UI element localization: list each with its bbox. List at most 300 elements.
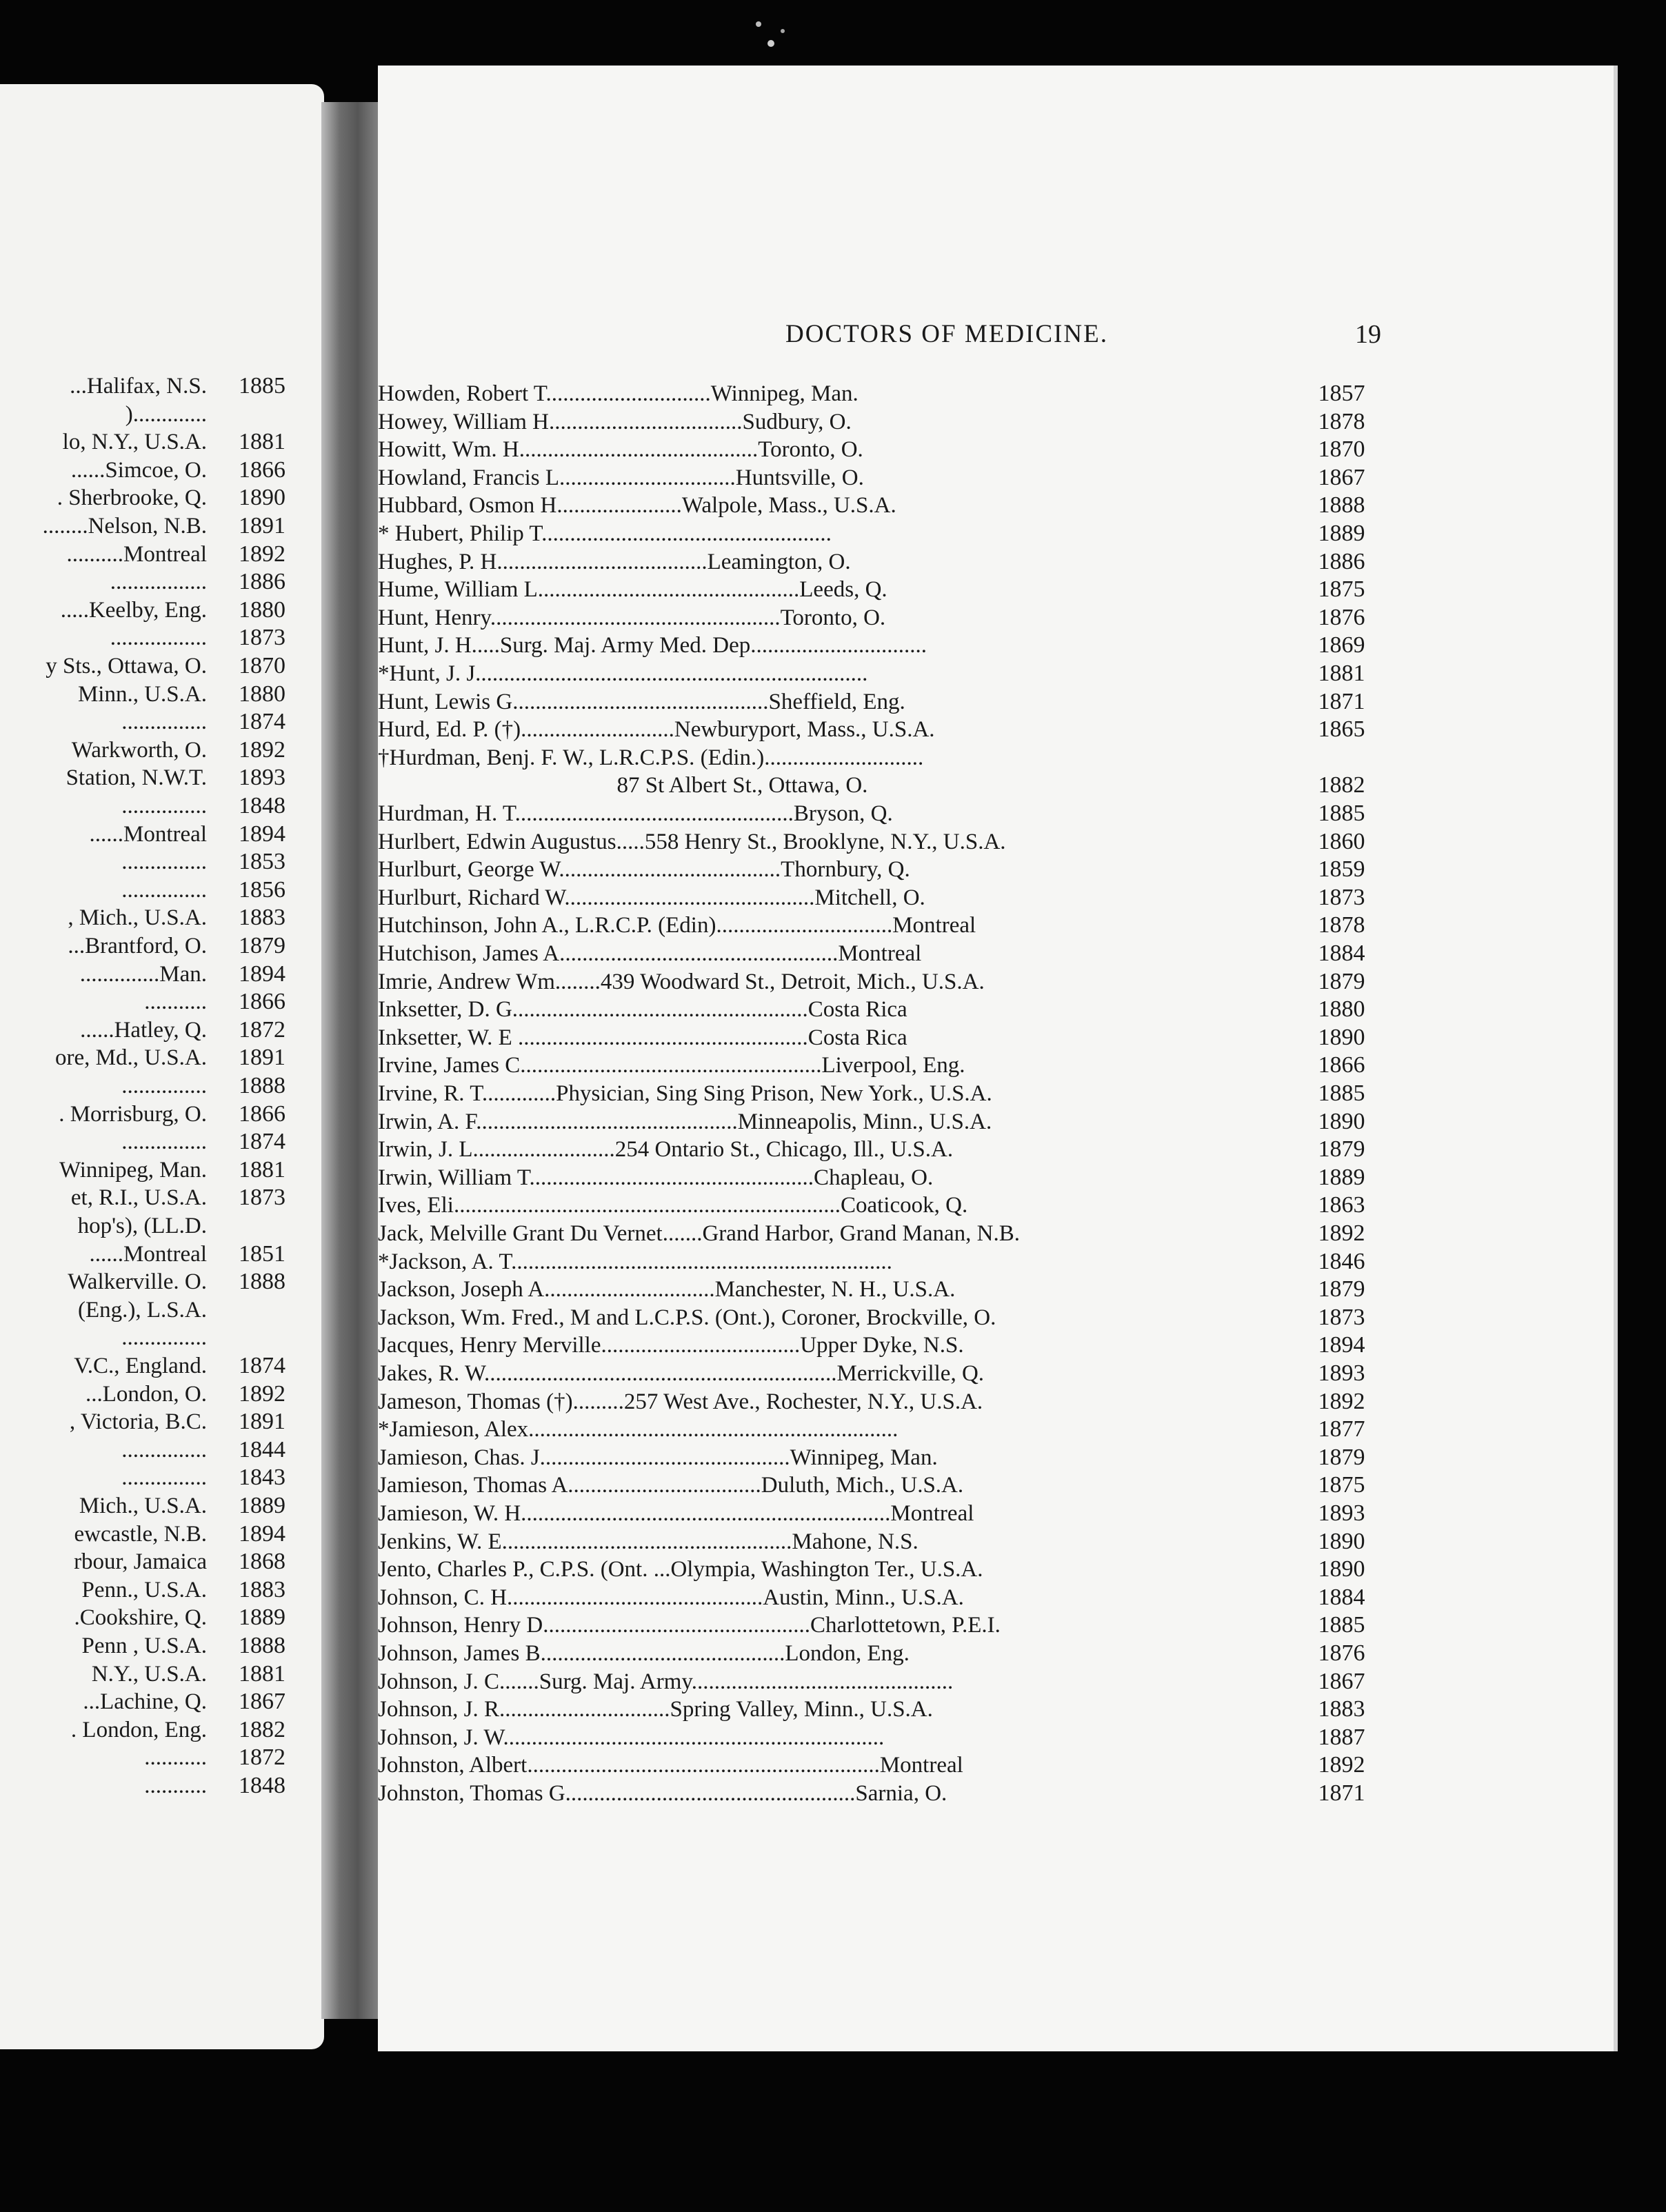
- left-page: [0, 84, 324, 2049]
- left-page-entry: [0, 764, 303, 792]
- entry-year: 1882: [1318, 772, 1365, 798]
- directory-entry: [378, 1471, 1385, 1500]
- left-page-entry: [0, 1072, 303, 1100]
- left-page-entry-year: 1872: [239, 1745, 285, 1771]
- left-page-entry-text: ...Halifax, N.S.: [70, 374, 207, 399]
- left-page-entry: [0, 1408, 303, 1436]
- left-page-entry: [0, 1324, 303, 1351]
- entry-name-address: Jackson, Wm. Fred., M and L.C.P.S. (Ont.), Coroner, Brockville, O.: [378, 1305, 996, 1330]
- left-page-entry-year: 1873: [239, 625, 285, 651]
- directory-entry: [378, 1275, 1385, 1304]
- left-page-entry-year: 1880: [239, 681, 285, 707]
- entry-name-address: Hurlburt, Richard W............................................Mitchell, O.: [378, 885, 925, 910]
- left-page-entry: [0, 568, 303, 596]
- left-page-entry-text: ......Montreal: [89, 821, 207, 847]
- left-page-entry: [0, 484, 303, 512]
- directory-entry: [378, 1331, 1385, 1360]
- left-page-entry-text: ...............: [121, 1325, 207, 1351]
- left-page-entry-text: ...........: [144, 1773, 207, 1798]
- left-page-entry: [0, 961, 303, 988]
- entry-year: 1877: [1318, 1416, 1365, 1442]
- directory-entry: [378, 1191, 1385, 1220]
- left-page-entry: [0, 1576, 303, 1604]
- entry-name-address: 87 St Albert St., Ottawa, O.: [378, 773, 868, 798]
- entry-year: 1880: [1318, 996, 1365, 1023]
- entry-year: 1881: [1318, 661, 1365, 686]
- directory-entry: [378, 1247, 1385, 1276]
- left-page-entry-year: 1886: [239, 569, 285, 595]
- left-page-entry-year: 1888: [239, 1269, 285, 1295]
- left-page-entry-text: et, R.I., U.S.A.: [70, 1185, 207, 1211]
- left-page-entry: [0, 1464, 303, 1491]
- left-page-entry: [0, 1520, 303, 1548]
- left-page-entry-year: 1889: [239, 1493, 285, 1518]
- entry-year: 1869: [1318, 632, 1365, 658]
- directory-entry: [378, 1079, 1385, 1108]
- entry-name-address: *Jamieson, Alex.................................................................: [378, 1417, 899, 1442]
- left-page-entry-year: 1889: [239, 1605, 285, 1631]
- entry-year: 1875: [1318, 1472, 1365, 1498]
- left-page-entry: [0, 1436, 303, 1464]
- left-page-entry-year: 1881: [239, 1660, 285, 1687]
- entry-name-address: Inksetter, W. E ...................................................Costa Rica: [378, 1025, 907, 1050]
- left-page-entry-year: 1890: [239, 485, 285, 511]
- directory-entry: [378, 1359, 1385, 1388]
- directory-entry: [378, 1443, 1385, 1472]
- left-page-entry-year: 1874: [239, 709, 285, 735]
- left-page-entry: [0, 708, 303, 736]
- entry-name-address: *Hunt, J. J.....................................................................: [378, 661, 868, 686]
- entry-year: 1892: [1318, 1752, 1365, 1778]
- entry-year: 1876: [1318, 604, 1365, 630]
- directory-entry: [378, 1219, 1385, 1248]
- left-page-entry-year: 1848: [239, 1773, 285, 1798]
- directory-entry: [378, 1667, 1385, 1696]
- left-page-entry-text: ...............: [121, 1074, 207, 1098]
- left-page-entry-year: 1874: [239, 1353, 285, 1378]
- left-page-entry: [0, 456, 303, 484]
- left-page-entry: [0, 1380, 303, 1408]
- directory-entry: [378, 435, 1385, 464]
- left-page-entry-year: 1892: [239, 736, 285, 763]
- left-page-entry: [0, 1044, 303, 1072]
- left-page-entry-year: 1888: [239, 1073, 285, 1098]
- left-page-entry-text: ...............: [121, 877, 207, 903]
- left-page-entry: [0, 1548, 303, 1576]
- left-page-entry: [0, 1016, 303, 1044]
- left-page-entry: [0, 904, 303, 932]
- entry-name-address: Hurlburt, George W.......................................Thornbury, Q.: [378, 857, 910, 883]
- left-page-entry-text: ...............: [121, 1465, 207, 1491]
- left-page-entry-year: 1879: [239, 933, 285, 958]
- entry-name-address: †Hurdman, Benj. F. W., L.R.C.P.S. (Edin.)............................: [378, 745, 924, 770]
- directory-entry: [378, 408, 1385, 436]
- left-page-entry-year: 1868: [239, 1549, 285, 1575]
- left-page-entry: [0, 1296, 303, 1324]
- entry-year: 1860: [1318, 828, 1365, 854]
- directory-entry: [378, 491, 1385, 520]
- left-page-entry: [0, 821, 303, 848]
- left-page-entry-text: .Cookshire, Q.: [74, 1605, 207, 1631]
- entry-name-address: Johnston, Albert..............................................................Montreal: [378, 1753, 963, 1778]
- left-page-entry-text: Warkworth, O.: [71, 737, 207, 763]
- directory-entry: [378, 1583, 1385, 1612]
- entry-year: 1879: [1318, 1136, 1365, 1163]
- left-page-entry: [0, 848, 303, 876]
- directory-entry: [378, 575, 1385, 604]
- directory-entry: [378, 1303, 1385, 1332]
- directory-entry: [378, 1387, 1385, 1416]
- entry-name-address: Jameson, Thomas (†).........257 West Ave., Rochester, N.Y., U.S.A.: [378, 1389, 983, 1414]
- running-head: DOCTORS OF MEDICINE.: [785, 320, 1108, 348]
- entry-name-address: Irwin, A. F..............................................Minneapolis, Minn., U.S.A.: [378, 1109, 992, 1134]
- entry-year: 1879: [1318, 968, 1365, 994]
- left-page-entry-year: 1880: [239, 596, 285, 623]
- left-page-entry-text: (Eng.), L.S.A.: [78, 1297, 207, 1323]
- left-page-entry-text: Penn , U.S.A.: [81, 1633, 207, 1658]
- left-page-entry-text: ......Hatley, Q.: [80, 1017, 207, 1043]
- directory-entry: [378, 1695, 1385, 1724]
- left-page-entry-year: 1893: [239, 765, 285, 791]
- entry-name-address: Hunt, Henry...................................................Toronto, O.: [378, 605, 886, 630]
- entry-year: 1886: [1318, 548, 1365, 574]
- entry-year: 1892: [1318, 1220, 1365, 1246]
- left-page-entry-text: ...............: [121, 794, 207, 818]
- entry-name-address: Jakes, R. W..............................................................Merrickville, Q.: [378, 1361, 985, 1386]
- entry-year: 1871: [1318, 688, 1365, 714]
- entry-name-address: Johnston, Thomas G...................................................Sarnia, O.: [378, 1781, 947, 1806]
- entry-year: 1879: [1318, 1276, 1365, 1303]
- entry-name-address: Hume, William L..............................................Leeds, Q.: [378, 577, 887, 603]
- left-page-entry-text: .................: [110, 625, 207, 651]
- entry-name-address: Jack, Melville Grant Du Vernet.......Grand Harbor, Grand Manan, N.B.: [378, 1221, 1020, 1246]
- left-page-entry-year: 1843: [239, 1465, 285, 1491]
- left-page-entry-text: ...............: [121, 849, 207, 875]
- left-page-entry-text: ...............: [121, 1129, 207, 1155]
- left-page-entry: [0, 372, 303, 400]
- left-page-entry-year: 1888: [239, 1633, 285, 1658]
- left-page-entry-text: ...............: [121, 1437, 207, 1462]
- left-page-entry-year: 1853: [239, 849, 285, 875]
- left-page-entry-year: 1894: [239, 1520, 285, 1547]
- entry-name-address: Johnson, J. R..............................Spring Valley, Minn., U.S.A.: [378, 1697, 933, 1722]
- directory-entry: [378, 967, 1385, 996]
- left-page-entry-year: 1856: [239, 876, 285, 903]
- left-page-entry-year: 1874: [239, 1129, 285, 1155]
- left-page-entry-year: 1891: [239, 1045, 285, 1071]
- entry-name-address: Hurdman, H. T.................................................Bryson, Q.: [378, 801, 893, 826]
- left-page-entry: [0, 1660, 303, 1688]
- left-page-entry-text: ...London, O.: [86, 1381, 207, 1407]
- entry-year: 1892: [1318, 1388, 1365, 1414]
- directory-entry: [378, 995, 1385, 1024]
- directory-entry: [378, 379, 1385, 408]
- left-page-entry: [0, 1492, 303, 1520]
- directory-entry: [378, 1023, 1385, 1052]
- entry-year: 1894: [1318, 1332, 1365, 1358]
- entry-name-address: Imrie, Andrew Wm........439 Woodward St., Detroit, Mich., U.S.A.: [378, 969, 985, 994]
- left-page-entry-year: 1866: [239, 456, 285, 483]
- entry-name-address: Hutchinson, John A., L.R.C.P. (Edin)...............................Montreal: [378, 913, 976, 938]
- entry-name-address: Jenkins, W. E...................................................Mahone, N.S.: [378, 1529, 919, 1554]
- left-page-entry: [0, 1632, 303, 1660]
- directory-entry: [378, 1611, 1385, 1640]
- entry-year: 1893: [1318, 1500, 1365, 1526]
- entry-year: 1885: [1318, 1080, 1365, 1106]
- entry-name-address: Johnson, J. W...................................................................: [378, 1725, 885, 1750]
- left-page-entry-text: Minn., U.S.A.: [77, 681, 207, 707]
- left-page-entry-text: . Sherbrooke, Q.: [57, 485, 207, 511]
- directory-entry: [378, 911, 1385, 940]
- left-page-entry-year: 1883: [239, 1576, 285, 1602]
- left-page-entry-year: 1894: [239, 821, 285, 847]
- directory-entry: [378, 799, 1385, 828]
- left-page-entry-text: Winnipeg, Man.: [59, 1157, 207, 1183]
- left-page-entry-year: 1885: [239, 373, 285, 399]
- left-page-entry-year: 1866: [239, 989, 285, 1015]
- directory-entry: [378, 771, 1385, 800]
- left-page-entry: [0, 1744, 303, 1771]
- directory-entry: [378, 1499, 1385, 1528]
- entry-name-address: Hurd, Ed. P. (†)...........................Newburyport, Mass., U.S.A.: [378, 717, 935, 743]
- directory-entry: [378, 603, 1385, 632]
- directory-entry: [378, 1163, 1385, 1192]
- directory-entry: [378, 1527, 1385, 1556]
- left-page-entry-text: , Victoria, B.C.: [69, 1409, 207, 1435]
- directory-entry: [378, 1415, 1385, 1444]
- left-page-entry-text: . London, Eng.: [70, 1717, 207, 1742]
- entry-year: 1890: [1318, 1024, 1365, 1050]
- left-page-entry-text: , Mich., U.S.A.: [68, 905, 207, 931]
- entry-name-address: Howey, William H..................................Sudbury, O.: [378, 409, 852, 434]
- left-page-entry-text: . Morrisburg, O.: [59, 1101, 207, 1127]
- left-page-entry-text: Mich., U.S.A.: [79, 1494, 207, 1518]
- directory-entry: [378, 1555, 1385, 1584]
- left-page-entry: [0, 1772, 303, 1800]
- left-page-entry: [0, 1268, 303, 1296]
- entry-name-address: Hunt, J. H.....Surg. Maj. Army Med. Dep...............................: [378, 633, 927, 658]
- entry-name-address: Jacques, Henry Merville...................................Upper Dyke, N.S.: [378, 1333, 964, 1358]
- entry-year: 1884: [1318, 1584, 1365, 1610]
- left-page-entry-year: 1848: [239, 793, 285, 818]
- left-page-entry: [0, 1184, 303, 1211]
- entry-year: 1887: [1318, 1724, 1365, 1750]
- entry-name-address: Howden, Robert T.............................Winnipeg, Man.: [378, 381, 859, 406]
- directory-entry: [378, 1723, 1385, 1752]
- directory-entry: [378, 1779, 1385, 1808]
- entry-year: 1878: [1318, 912, 1365, 938]
- entry-name-address: Johnson, Henry D...............................................Charlottetown, P.E.I.: [378, 1613, 1001, 1638]
- entry-year: 1875: [1318, 576, 1365, 603]
- left-page-entry: [0, 1716, 303, 1744]
- entry-name-address: Jamieson, W. H.................................................................Montreal: [378, 1501, 974, 1526]
- left-page-entry-year: 1894: [239, 961, 285, 987]
- right-page: [378, 66, 1614, 2051]
- entry-year: 1890: [1318, 1528, 1365, 1554]
- left-page-entry-year: 1883: [239, 905, 285, 931]
- left-page-entry: [0, 401, 303, 428]
- entry-year: 1865: [1318, 716, 1365, 743]
- left-page-entry: [0, 624, 303, 652]
- left-page-entry-text: Walkerville. O.: [68, 1269, 207, 1295]
- directory-entry: [378, 855, 1385, 884]
- left-page-entry: [0, 988, 303, 1016]
- entry-year: 1885: [1318, 801, 1365, 826]
- left-page-entry-text: ......Montreal: [89, 1241, 207, 1267]
- entry-year: 1890: [1318, 1108, 1365, 1134]
- left-page-entry: [0, 541, 303, 568]
- left-page-entry-year: 1866: [239, 1100, 285, 1127]
- directory-entry: [378, 715, 1385, 744]
- entry-year: 1867: [1318, 1668, 1365, 1694]
- left-page-entry: [0, 596, 303, 624]
- left-page-entry-year: 1867: [239, 1689, 285, 1715]
- left-page-entry-text: ).............: [125, 401, 207, 427]
- left-page-entry-text: ore, Md., U.S.A.: [55, 1045, 207, 1071]
- left-page-entry: [0, 932, 303, 960]
- left-page-entry-text: .................: [110, 570, 207, 595]
- left-page-entry-year: 1844: [239, 1436, 285, 1462]
- directory-entry: [378, 547, 1385, 576]
- left-page-entry-text: ......Simcoe, O.: [70, 457, 207, 483]
- left-page-entry-year: 1891: [239, 1409, 285, 1435]
- entry-year: 1885: [1318, 1612, 1365, 1638]
- entry-name-address: Johnson, J. C.......Surg. Maj. Army..............................................: [378, 1669, 954, 1694]
- entry-name-address: * Hubert, Philip T...................................................: [378, 521, 832, 546]
- directory-entry: [378, 687, 1385, 716]
- left-page-entry-text: ........Nelson, N.B.: [42, 514, 207, 539]
- entry-year: 1871: [1318, 1780, 1365, 1806]
- left-page-entry: [0, 1156, 303, 1184]
- entry-year: 1873: [1318, 1304, 1365, 1330]
- left-page-entry-year: 1882: [239, 1716, 285, 1742]
- left-page-entry-text: y Sts., Ottawa, O.: [46, 654, 207, 678]
- entry-name-address: Johnson, C. H.............................................Austin, Minn., U.S.A.: [378, 1585, 964, 1610]
- left-page-entry: [0, 1212, 303, 1240]
- entry-name-address: *Jackson, A. T...................................................................: [378, 1249, 892, 1274]
- left-page-entry-text: ..............Man.: [79, 961, 207, 987]
- left-page-entry: [0, 792, 303, 820]
- left-page-entry: [0, 1240, 303, 1268]
- page-number: 19: [1355, 320, 1381, 349]
- left-page-entry-year: 1892: [239, 541, 285, 567]
- entry-name-address: Hutchison, James A.................................................Montreal: [378, 941, 922, 966]
- entry-name-address: Jackson, Joseph A..............................Manchester, N. H., U.S.A.: [378, 1277, 956, 1303]
- left-page-entry-year: 1872: [239, 1016, 285, 1043]
- left-page-entry-year: 1892: [239, 1380, 285, 1407]
- left-page-entry-text: ewcastle, N.B.: [74, 1521, 207, 1547]
- left-page-entry: [0, 736, 303, 764]
- entry-year: 1879: [1318, 1444, 1365, 1470]
- entry-year: 1889: [1318, 521, 1365, 546]
- directory-entry: [378, 519, 1385, 548]
- entry-name-address: Irwin, J. L.........................254 Ontario St., Chicago, Ill., U.S.A.: [378, 1137, 954, 1163]
- left-page-entry-text: ..........Montreal: [66, 541, 207, 567]
- entry-name-address: Jamieson, Chas. J............................................Winnipeg, Man.: [378, 1445, 938, 1470]
- entry-year: 1876: [1318, 1640, 1365, 1666]
- left-page-entry-year: 1851: [239, 1240, 285, 1267]
- directory-entry: [378, 939, 1385, 968]
- directory-entry: [378, 631, 1385, 660]
- entry-name-address: Johnson, James B...........................................London, Eng.: [378, 1641, 910, 1666]
- left-page-entry-year: 1891: [239, 513, 285, 539]
- left-page-entry-text: ...Brantford, O.: [68, 934, 207, 958]
- directory-entry: [378, 1107, 1385, 1136]
- left-page-entry: [0, 512, 303, 540]
- left-page-entry: [0, 1688, 303, 1716]
- directory-entry: [378, 1051, 1385, 1080]
- left-page-entry-text: .....Keelby, Eng.: [60, 597, 207, 623]
- directory-entry: [378, 1751, 1385, 1780]
- entry-year: 1867: [1318, 464, 1365, 490]
- left-page-entry: [0, 1604, 303, 1631]
- entry-year: 1863: [1318, 1192, 1365, 1218]
- left-page-entry: [0, 428, 303, 456]
- scanner-artifact-mark: [745, 10, 800, 59]
- left-page-entry-text: ...........: [144, 989, 207, 1015]
- left-page-entry: [0, 652, 303, 680]
- book-gutter: [321, 102, 382, 2019]
- entry-name-address: Hunt, Lewis G.............................................Sheffield, Eng.: [378, 689, 905, 714]
- left-page-entry-text: Station, N.W.T.: [66, 765, 207, 791]
- left-page-entry: [0, 876, 303, 904]
- left-page-entry-year: 1870: [239, 653, 285, 678]
- entry-name-address: Hughes, P. H.....................................Leamington, O.: [378, 549, 851, 574]
- entry-name-address: Irvine, James C.....................................................Liverpool, Eng.: [378, 1053, 965, 1078]
- directory-entry: [378, 1639, 1385, 1668]
- entry-year: 1878: [1318, 408, 1365, 434]
- entry-year: 1884: [1318, 941, 1365, 966]
- entry-year: 1883: [1318, 1696, 1365, 1722]
- entry-year: 1893: [1318, 1360, 1365, 1386]
- left-page-entry: [0, 681, 303, 708]
- left-page-entry: [0, 1352, 303, 1380]
- entry-year: 1873: [1318, 884, 1365, 910]
- entry-name-address: Howland, Francis L...............................Huntsville, O.: [378, 465, 864, 490]
- left-page-entry-text: ...Lachine, Q.: [83, 1689, 207, 1715]
- directory-entry: [378, 743, 1385, 772]
- entry-name-address: Jento, Charles P., C.P.S. (Ont. ...Olympia, Washington Ter., U.S.A.: [378, 1557, 983, 1582]
- left-page-entry-text: Penn., U.S.A.: [81, 1577, 207, 1602]
- entry-year: 1857: [1318, 381, 1365, 406]
- entry-year: 1870: [1318, 436, 1365, 463]
- entry-year: 1846: [1318, 1248, 1365, 1274]
- left-page-entry-text: N.Y., U.S.A.: [91, 1661, 207, 1687]
- entry-name-address: Ives, Eli....................................................................Coaticook, Q.: [378, 1193, 968, 1218]
- left-page-entry-year: 1873: [239, 1185, 285, 1211]
- entry-name-address: Hurlbert, Edwin Augustus.....558 Henry St., Brooklyne, N.Y., U.S.A.: [378, 829, 1006, 854]
- left-page-entry-text: V.C., England.: [74, 1354, 207, 1378]
- left-page-entry-text: ...............: [121, 710, 207, 735]
- left-page-entry: [0, 1128, 303, 1156]
- entry-year: 1889: [1318, 1164, 1365, 1190]
- left-page-entry-year: 1881: [239, 429, 285, 455]
- entry-name-address: Jamieson, Thomas A..................................Duluth, Mich., U.S.A.: [378, 1473, 964, 1498]
- entry-name-address: Inksetter, D. G....................................................Costa Rica: [378, 997, 907, 1023]
- directory-entry: [378, 1135, 1385, 1164]
- directory-entry: [378, 883, 1385, 912]
- left-page-entry: [0, 1100, 303, 1128]
- left-page-entry-text: hop's), (LL.D.: [77, 1214, 207, 1238]
- entry-year: 1859: [1318, 856, 1365, 883]
- directory-entry: [378, 659, 1385, 688]
- left-page-entry-year: 1881: [239, 1156, 285, 1183]
- entry-year: 1890: [1318, 1556, 1365, 1582]
- directory-entry: [378, 463, 1385, 492]
- entry-name-address: Irwin, William T..................................................Chapleau, O.: [378, 1165, 934, 1190]
- directory-entry: [378, 827, 1385, 856]
- entry-year: 1888: [1318, 492, 1365, 519]
